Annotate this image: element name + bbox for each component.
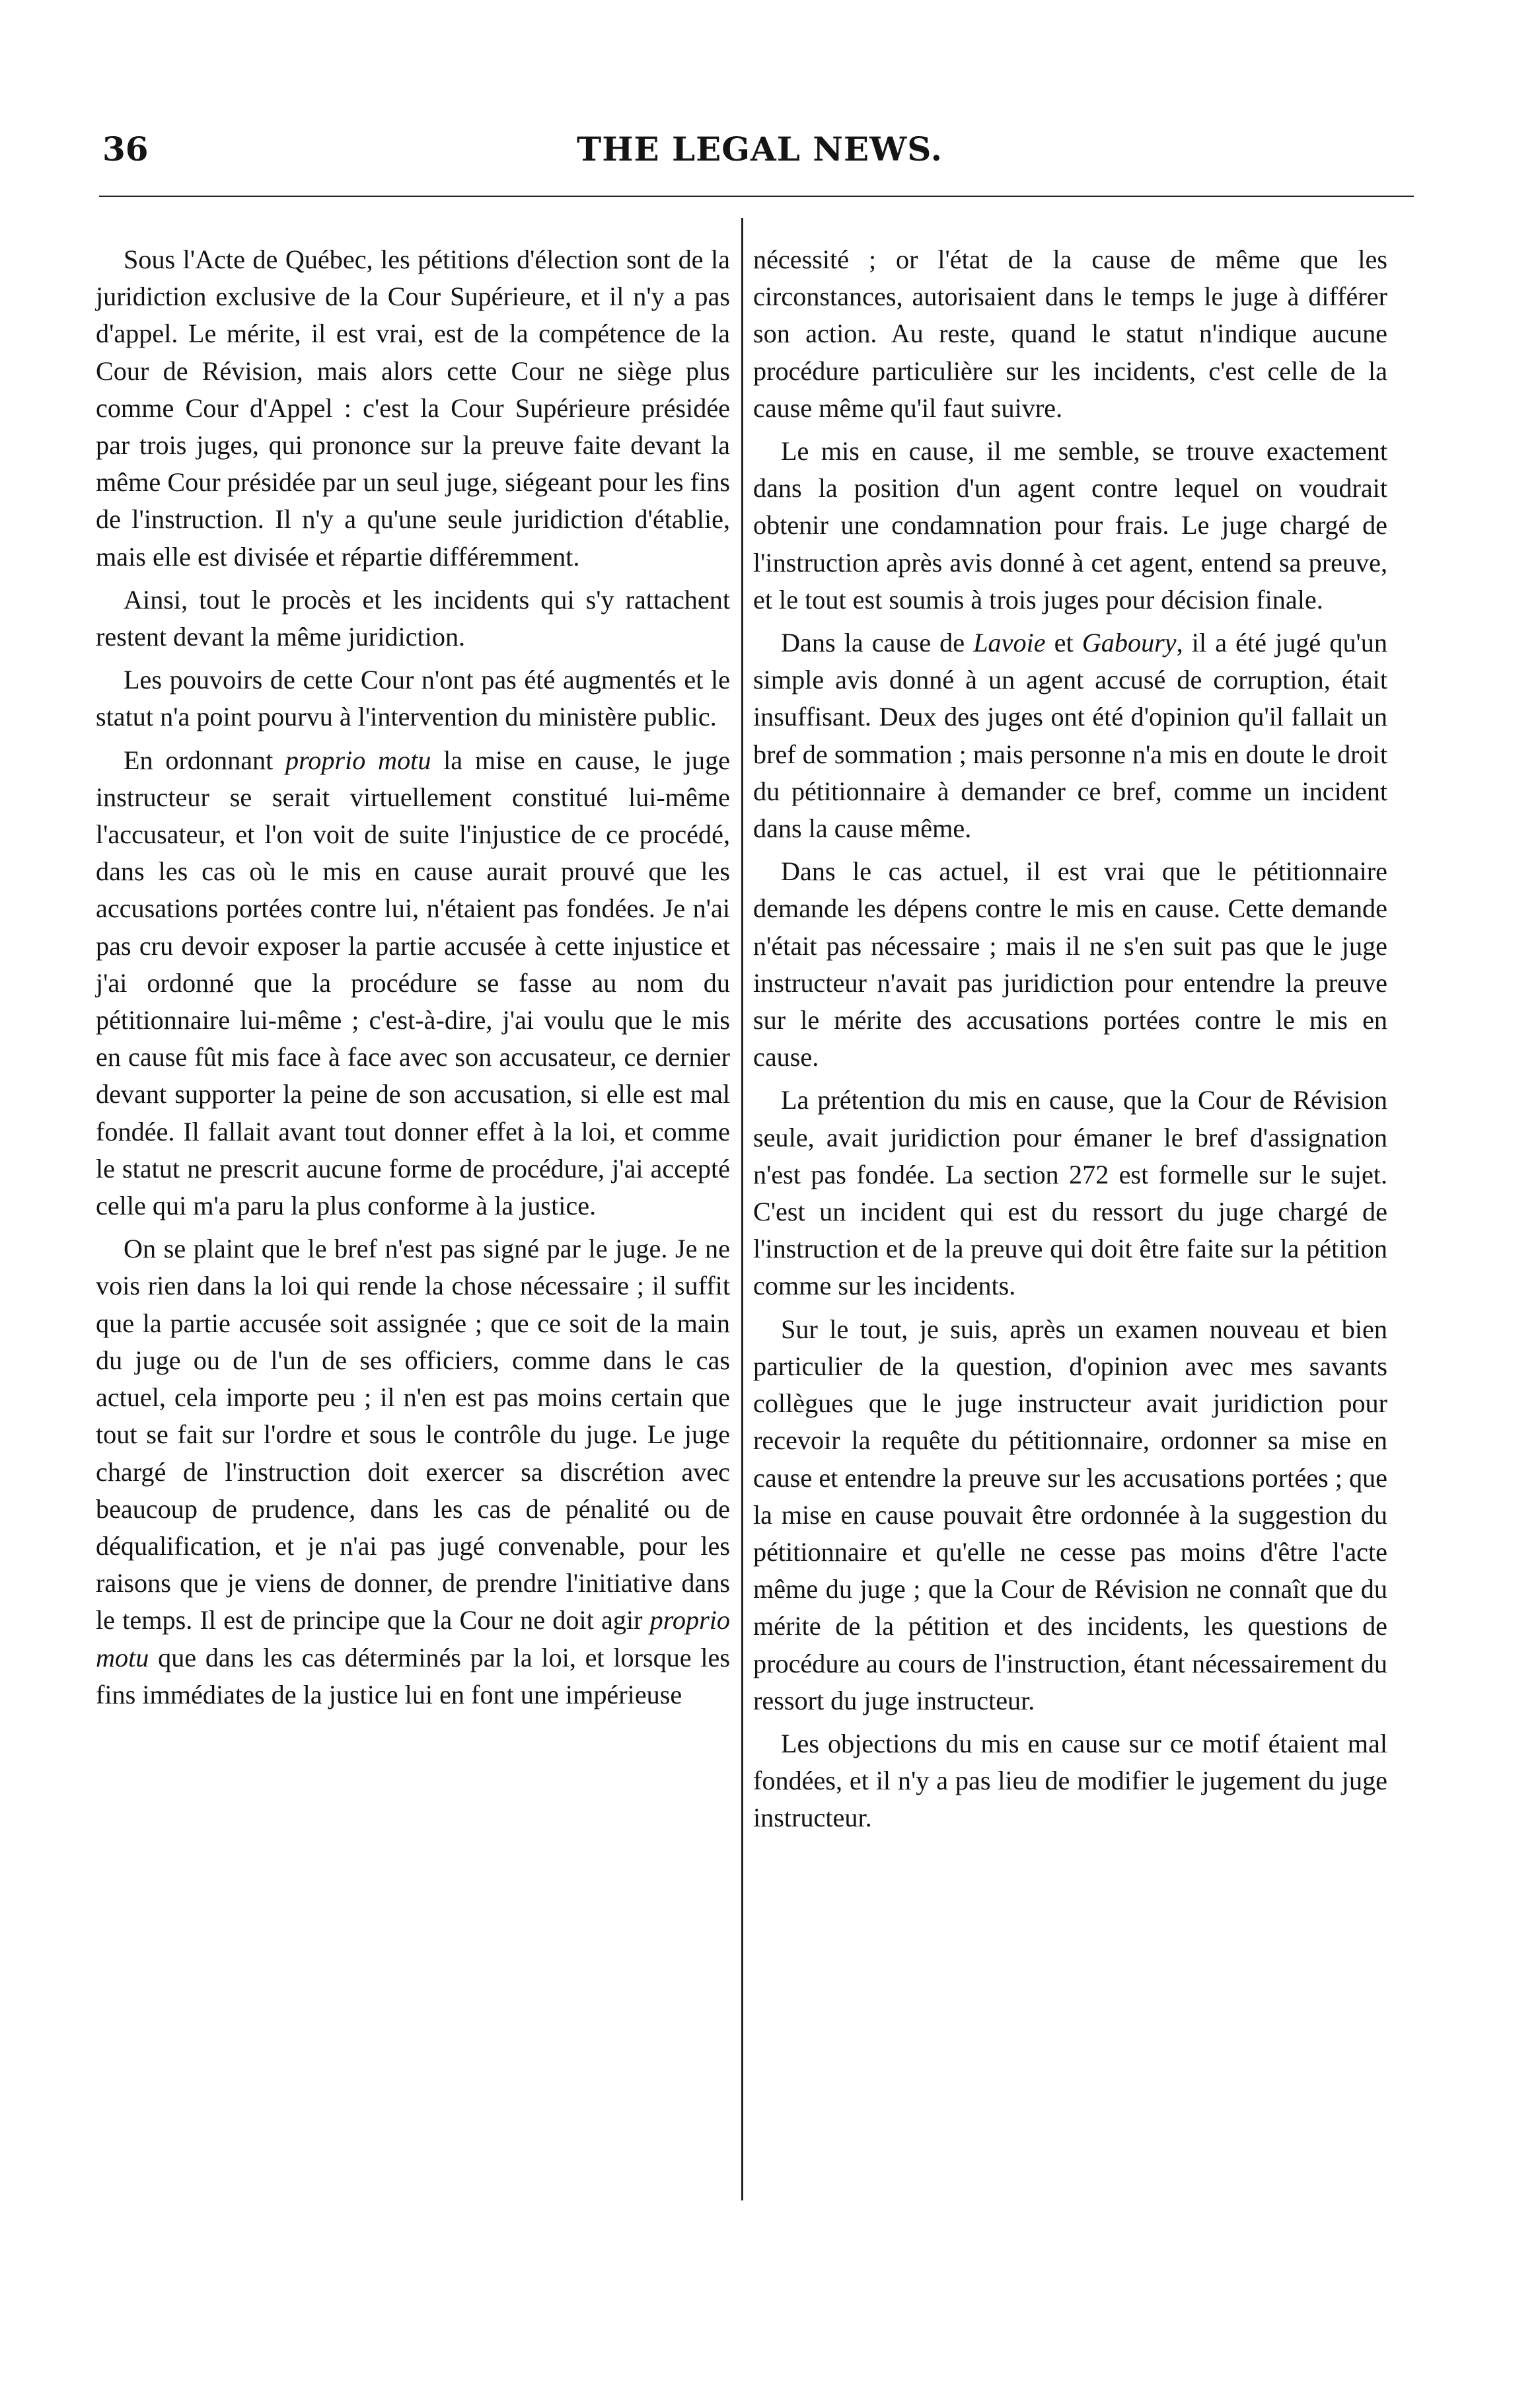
left-column <box>96 241 730 1719</box>
text-segment: et <box>1045 628 1082 658</box>
paragraph <box>753 1725 1387 1837</box>
paragraph <box>753 1311 1387 1719</box>
right-column <box>753 241 1387 1843</box>
text-segment: nécessité ; or l'état de la cause de même que les circonstances, autorisaient dans le temps le juge à différer son action. Au reste, quand le statut n'indique aucune procédure particulière sur les incidents, c'est celle de la cause même qu'il faut suivre. <box>753 244 1387 423</box>
text-segment: On se plaint que le bref n'est pas signé par le juge. Je ne vois rien dans la loi qui rende la chose nécessaire ; il suffit que la partie accusée soit assignée ; que ce soit de la main du juge ou de l'un de ses officiers, comme dans le cas actuel, cela importe peu ; il n'en est pas moins certain que tout se fait sur l'ordre et sous le contrôle du juge. Le juge chargé de l'instruction doit exercer sa discrétion avec beaucoup de prudence, dans les cas de pénalité ou de déqualification, et je n'ai pas jugé convenable, pour les raisons que je viens de donner, de prendre l'initiative dans le temps. Il est de principe que la Cour ne doit agir <box>96 1234 730 1635</box>
text-segment: la mise en cause, le juge instructeur se serait virtuellement constitué lui-même l'accusateur, et l'on voit de suite l'injustice de ce procédé, dans les cas où le mis en cause aurait prouvé que les accusations portées contre lui, n'étaient pas fondées. Je n'ai pas cru devoir exposer la partie accusée à cette injustice et j'ai ordonné que la procédure se fasse au nom du pétitionnaire lui-même ; c'est-à-dire, j'ai voulu que le mis en cause fût mis face à face avec son accusateur, ce dernier devant supporter la peine de son accusation, si elle est mal fondée. Il fallait avant tout donner effet à la loi, et comme le statut ne prescrit aucune forme de procédure, j'ai accepté celle qui m'a paru la plus conforme à la justice. <box>96 745 731 1221</box>
text-segment: Ainsi, tout le procès et les incidents qui s'y rattachent restent devant la même juridiction. <box>96 584 730 652</box>
page-number: 36 <box>102 130 149 169</box>
running-head: THE LEGAL NEWS. <box>577 130 943 169</box>
text-segment: Dans le cas actuel, il est vrai que le pétitionnaire demande les dépens contre le mis en cause. Cette demande n'était pas nécessaire ; mais il ne s'en suit pas que le juge instructeur n'avait pas juridiction pour entendre la preuve sur le mérite des accusations portées contre le mis en cause. <box>753 856 1387 1072</box>
italic-text: proprio motu <box>285 745 431 775</box>
italic-text: Gaboury <box>1082 628 1177 658</box>
paragraph <box>753 1082 1387 1304</box>
italic-text: Lavoie <box>973 628 1046 658</box>
paragraph <box>96 241 730 576</box>
paragraph <box>96 581 730 656</box>
text-segment: Le mis en cause, il me semble, se trouve exactement dans la position d'un agent contre lequel on voudrait obtenir une condamnation pour frais. Le juge chargé de l'instruction après avis donné à cet agent, entend sa preuve, et le tout est soumis à trois juges pour décision finale. <box>753 436 1387 615</box>
page-header <box>102 130 1417 176</box>
paragraph <box>96 1230 730 1713</box>
text-segment: En ordonnant <box>124 745 286 775</box>
text-segment: Sur le tout, je suis, après un examen nouveau et bien particulier de la question, d'opinion avec mes savants collègues que le juge instructeur avait juridiction pour recevoir la requête du pétitionnaire, ordonner sa mise en cause et entendre la preuve sur les accusations portées ; que la mise en cause pouvait être ordonnée à la suggestion du pétitionnaire et qu'elle ne cesse pas moins d'être l'acte même du juge ; que la Cour de Révision ne connaît que du mérite de la pétition et des incidents, les questions de procédure au cours de l'instruction, étant nécessairement du ressort du juge instructeur. <box>753 1314 1387 1715</box>
text-segment: Les objections du mis en cause sur ce motif étaient mal fondées, et il n'y a pas lieu de modifier le jugement du juge instructeur. <box>753 1728 1387 1833</box>
paragraph <box>753 853 1387 1076</box>
italic-text: proprio motu <box>96 1605 730 1672</box>
paragraph <box>96 742 730 1225</box>
paragraph <box>753 433 1387 619</box>
paragraph <box>753 624 1387 847</box>
text-segment: La prétention du mis en cause, que la Cour de Révision seule, avait juridiction pour émaner le bref d'assignation n'est pas fondée. La section 272 est formelle sur le sujet. C'est un incident qui est du ressort du juge chargé de l'instruction et de la preuve qui doit être faite sur la pétition comme sur les incidents. <box>753 1085 1387 1301</box>
column-divider <box>741 218 743 2200</box>
text-segment: Les pouvoirs de cette Cour n'ont pas été augmentés et le statut n'a point pourvu à l'intervention du ministère public. <box>96 665 730 732</box>
text-segment: , il a été jugé qu'un simple avis donné à un agent accusé de corruption, était insuffisant. Deux des juges ont été d'opinion qu'il fallait un bref de sommation ; mais personne n'a mis en doute le droit du pétitionnaire à demander ce bref, comme un incident dans la cause même. <box>753 628 1387 844</box>
text-segment: que dans les cas déterminés par la loi, et lorsque les fins immédiates de la justice lui en font une impérieuse <box>96 1642 730 1709</box>
text-segment: Dans la cause de <box>781 628 974 658</box>
header-rule <box>99 196 1414 197</box>
paragraph <box>753 241 1387 427</box>
text-segment: Sous l'Acte de Québec, les pétitions d'élection sont de la juridiction exclusive de la Cour Supérieure, et il n'y a pas d'appel. Le mérite, il est vrai, est de la compétence de la Cour de Révision, mais alors cette Cour ne siège plus comme Cour d'Appel : c'est la Cour Supérieure présidée par trois juges, qui prononce sur la preuve faite devant la même Cour présidée par un seul juge, siégeant pour les fins de l'instruction. Il n'y a qu'une seule juridiction d'établie, mais elle est divisée et répartie différemment. <box>96 244 730 572</box>
paragraph <box>96 661 730 735</box>
